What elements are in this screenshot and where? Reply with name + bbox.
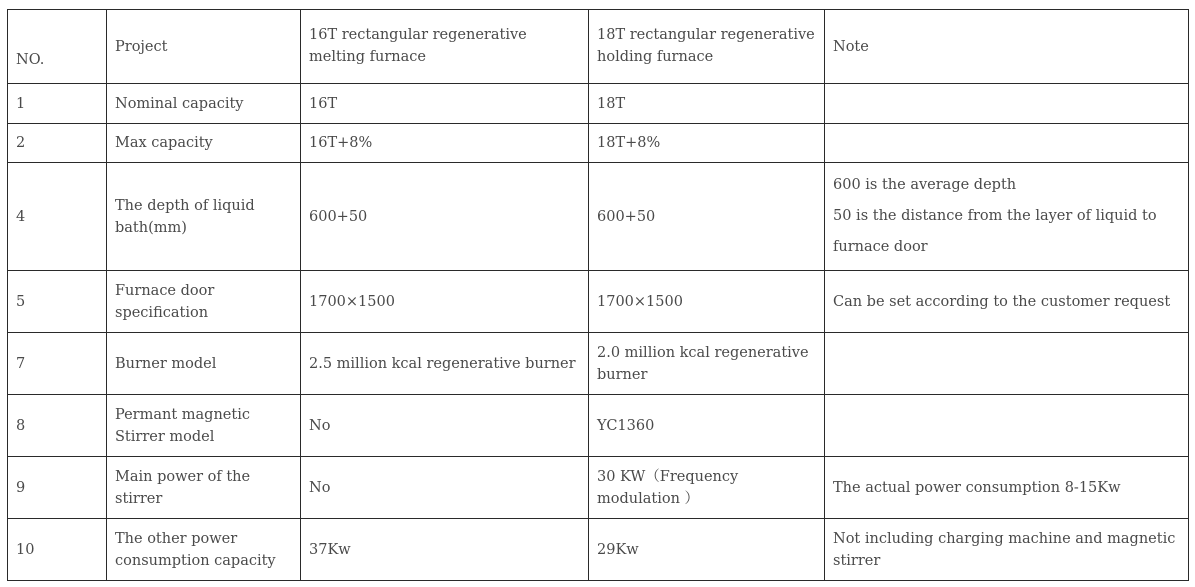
note-line: 50 is the distance from the layer of liquid to — [833, 208, 1157, 224]
table-row — [8, 519, 1189, 581]
cell-note: The actual power consumption 8-15Kw — [825, 457, 1189, 519]
cell-melting: No — [301, 457, 589, 519]
table-row — [8, 124, 1189, 163]
cell-holding: 30 KW（Frequency modulation ） — [589, 457, 825, 519]
note-line: furnace door — [833, 239, 928, 255]
table-row — [8, 84, 1189, 124]
cell-note — [825, 333, 1189, 395]
header-melting-furnace: 16T rectangular regenerative melting furnace — [301, 10, 589, 84]
table-row — [8, 271, 1189, 333]
cell-note — [825, 84, 1189, 124]
cell-no: 10 — [8, 519, 107, 581]
cell-no: 7 — [8, 333, 107, 395]
cell-holding: 18T — [589, 84, 825, 124]
cell-no: 2 — [8, 124, 107, 163]
cell-melting: 1700×1500 — [301, 271, 589, 333]
cell-melting: 16T+8% — [301, 124, 589, 163]
cell-holding: 18T+8% — [589, 124, 825, 163]
cell-holding: 1700×1500 — [589, 271, 825, 333]
header-note: Note — [825, 10, 1189, 84]
cell-note: Can be set according to the customer request — [825, 271, 1189, 333]
table-row — [8, 333, 1189, 395]
cell-project: Permant magnetic Stirrer model — [107, 395, 301, 457]
table-row — [8, 163, 1189, 271]
cell-project: Nominal capacity — [107, 84, 301, 124]
cell-holding: 600+50 — [589, 163, 825, 271]
header-holding-furnace: 18T rectangular regenerative holding furnace — [589, 10, 825, 84]
furnace-spec-table — [7, 9, 1189, 581]
cell-holding: YC1360 — [589, 395, 825, 457]
cell-no: 8 — [8, 395, 107, 457]
table-row — [8, 457, 1189, 519]
cell-project: Furnace door specification — [107, 271, 301, 333]
note-line: 600 is the average depth — [833, 177, 1017, 193]
cell-no: 4 — [8, 163, 107, 271]
cell-note — [825, 124, 1189, 163]
cell-no: 5 — [8, 271, 107, 333]
cell-melting: No — [301, 395, 589, 457]
header-no: NO. — [8, 10, 107, 84]
table-header-row — [8, 10, 1189, 84]
cell-project: Burner model — [107, 333, 301, 395]
cell-project: The other power consumption capacity — [107, 519, 301, 581]
cell-melting: 37Kw — [301, 519, 589, 581]
cell-melting: 16T — [301, 84, 589, 124]
cell-project: The depth of liquid bath(mm) — [107, 163, 301, 271]
cell-no: 1 — [8, 84, 107, 124]
cell-note — [825, 163, 1189, 271]
cell-note — [825, 395, 1189, 457]
cell-note: Not including charging machine and magnetic stirrer — [825, 519, 1189, 581]
cell-project: Max capacity — [107, 124, 301, 163]
header-project: Project — [107, 10, 301, 84]
cell-no: 9 — [8, 457, 107, 519]
cell-holding: 29Kw — [589, 519, 825, 581]
table-row — [8, 395, 1189, 457]
cell-melting: 600+50 — [301, 163, 589, 271]
cell-project: Main power of the stirrer — [107, 457, 301, 519]
cell-melting: 2.5 million kcal regenerative burner — [301, 333, 589, 395]
cell-holding: 2.0 million kcal regenerative burner — [589, 333, 825, 395]
